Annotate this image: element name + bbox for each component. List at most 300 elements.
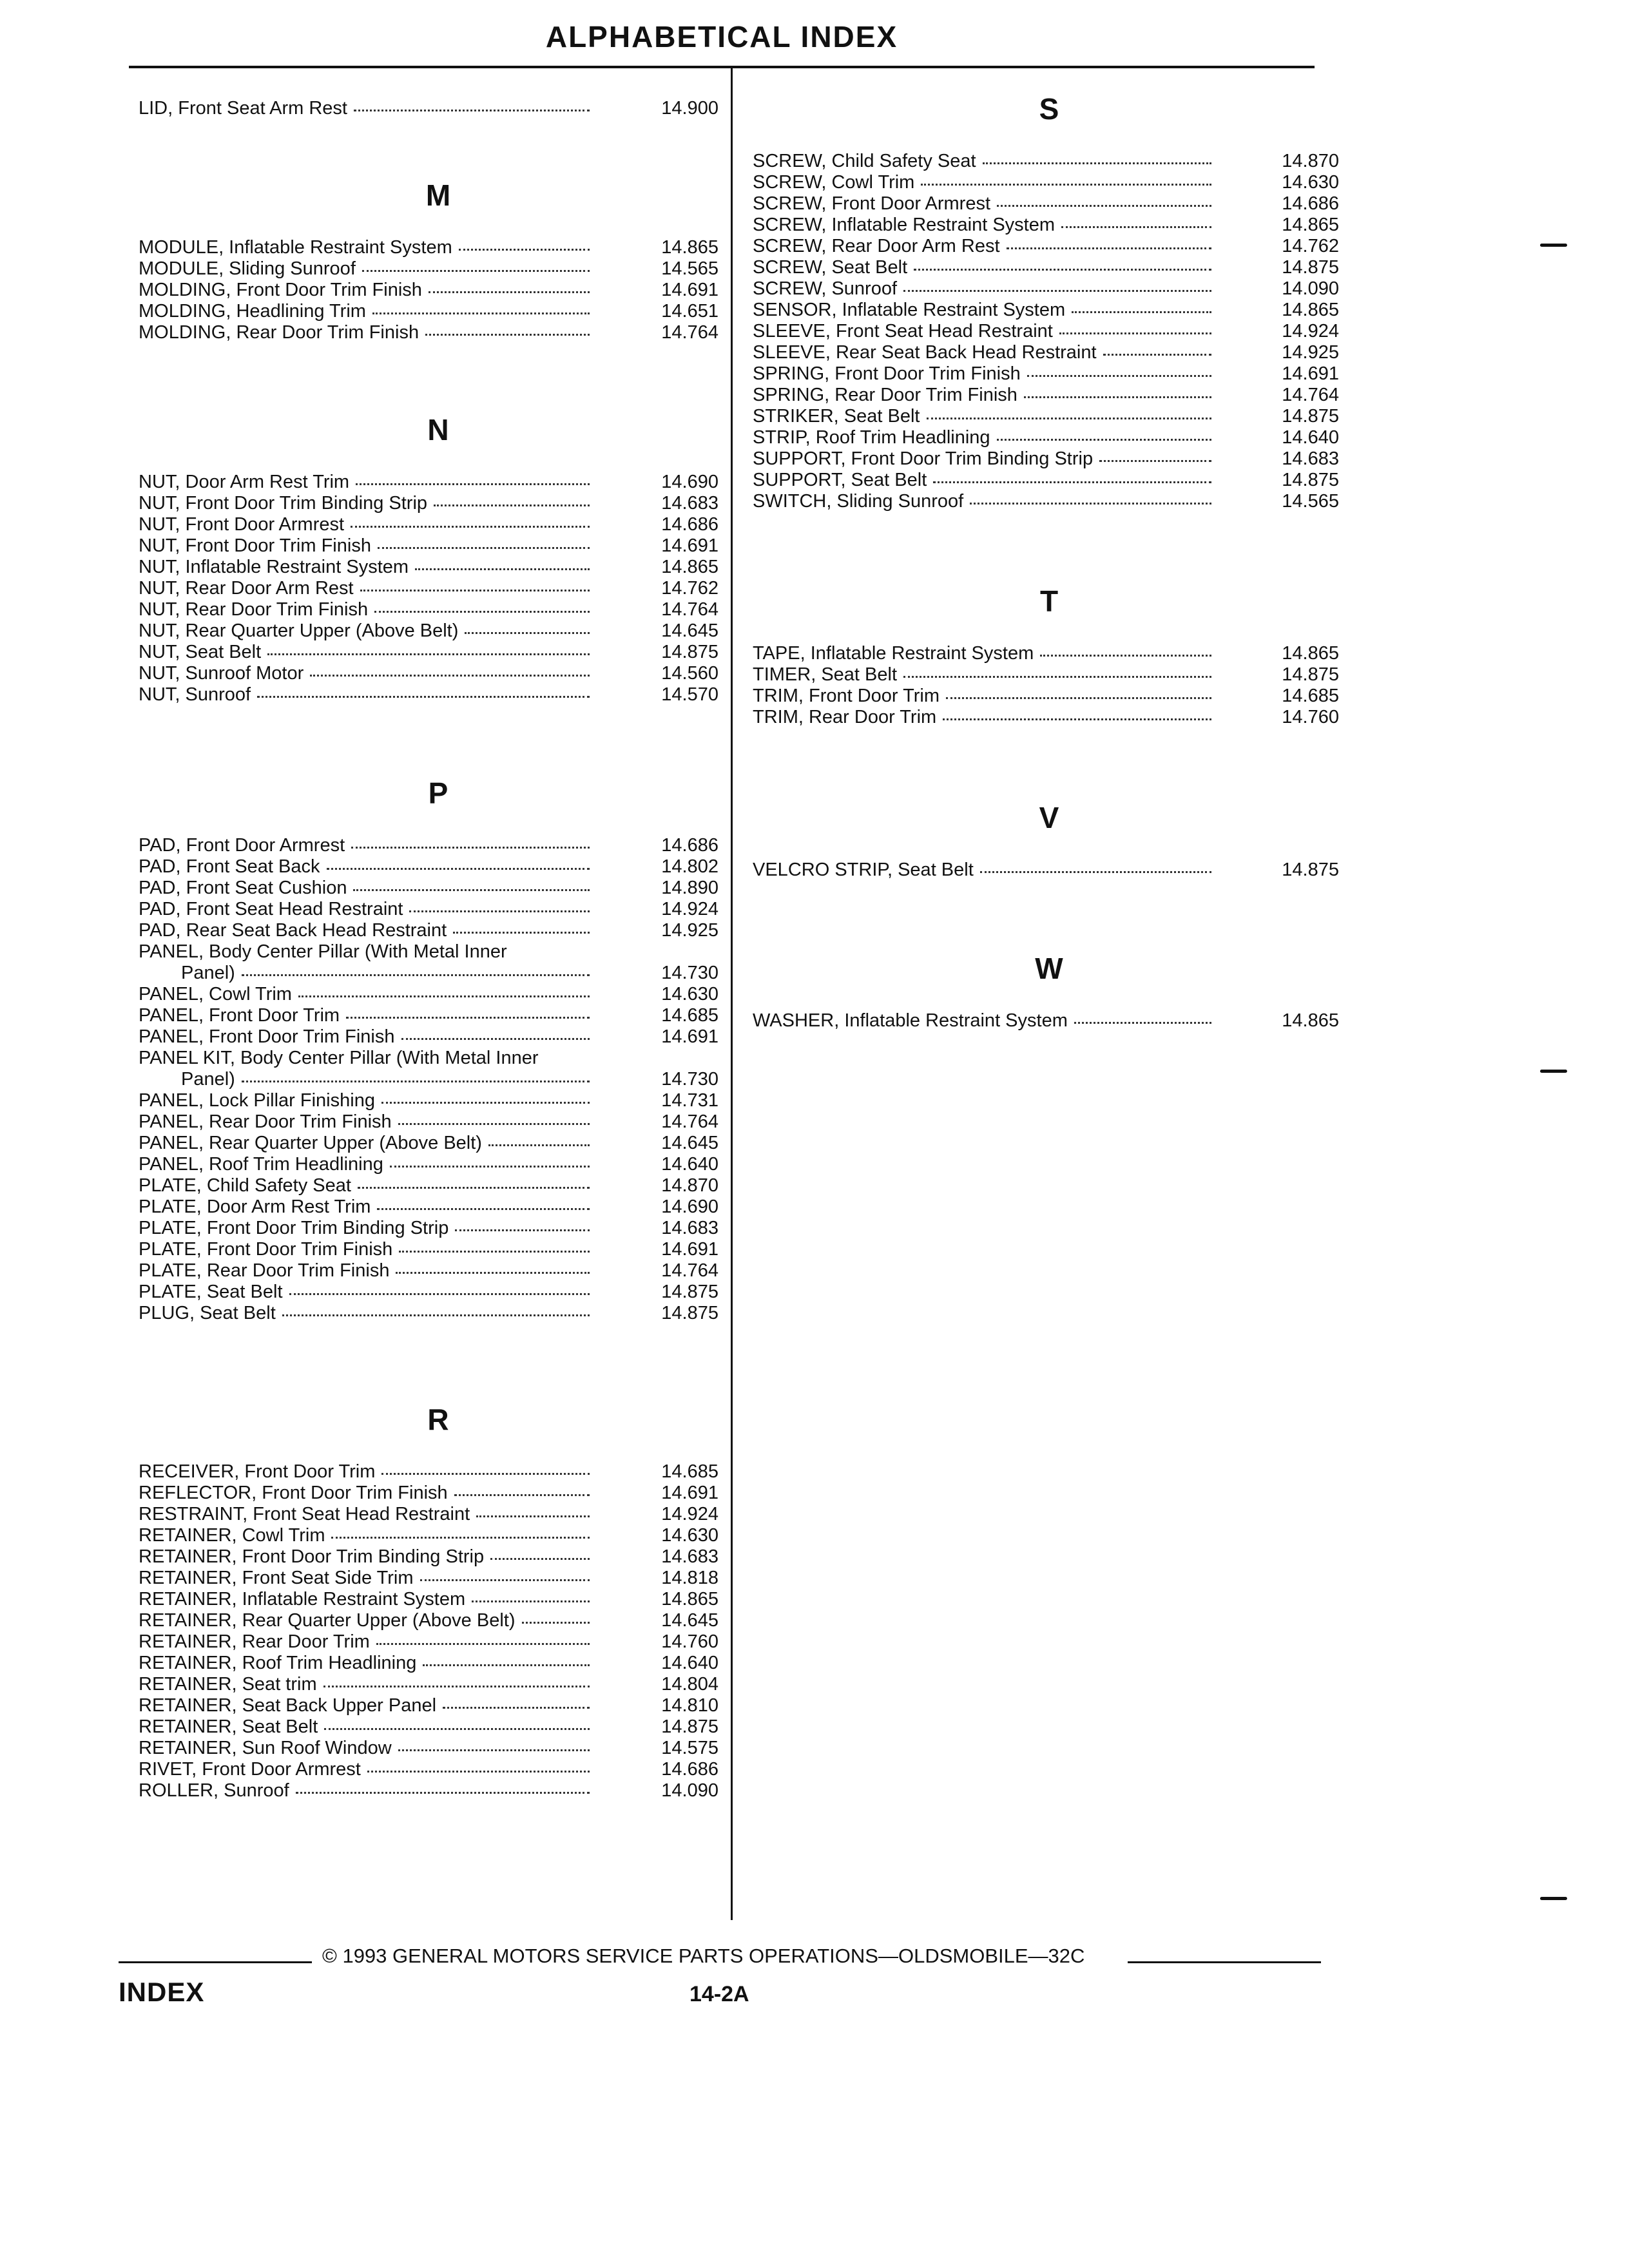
entry-page-ref: 14.691 [661, 1239, 718, 1260]
title-rule [129, 66, 1315, 68]
entry-label: NUT, Inflatable Restraint System [139, 557, 409, 577]
entry-page-ref: 14.686 [661, 1759, 718, 1780]
entry-label: RECEIVER, Front Door Trim [139, 1461, 376, 1482]
leader-dots [903, 676, 1211, 678]
leader-dots [351, 526, 590, 528]
leader-dots [356, 483, 590, 485]
entry-label: PANEL, Lock Pillar Finishing [139, 1090, 375, 1111]
entry-label: NUT, Front Door Trim Finish [139, 535, 371, 556]
entry-label: PLUG, Seat Belt [139, 1303, 276, 1323]
index-entry [139, 237, 718, 258]
entry-page-ref: 14.890 [661, 878, 718, 898]
index-entry [753, 363, 1339, 385]
index-entry [139, 1282, 718, 1303]
entry-page-ref: 14.565 [1282, 491, 1339, 512]
index-entry [139, 258, 718, 280]
entry-page-ref: 14.802 [661, 856, 718, 877]
index-entry [139, 1631, 718, 1653]
index-entry [753, 321, 1339, 342]
entry-page-ref: 14.900 [661, 98, 718, 119]
entry-label: PANEL, Rear Door Trim Finish [139, 1111, 392, 1132]
entry-label: NUT, Door Arm Rest Trim [139, 472, 350, 492]
entry-label: VELCRO STRIP, Seat Belt [753, 860, 974, 880]
entry-label: MODULE, Inflatable Restraint System [139, 237, 452, 258]
entry-label: SPRING, Front Door Trim Finish [753, 363, 1021, 384]
leader-dots [1103, 354, 1211, 356]
leader-dots [367, 1771, 590, 1773]
leader-dots [443, 1707, 590, 1709]
leader-dots [282, 1314, 590, 1316]
entry-label: PANEL, Front Door Trim [139, 1005, 340, 1026]
entry-page-ref: 14.865 [661, 237, 718, 258]
index-entry [753, 491, 1339, 512]
footer-copyright: © 1993 GENERAL MOTORS SERVICE PARTS OPERATIONS—OLDSMOBILE—32C [322, 1945, 1085, 1967]
leader-dots [522, 1622, 590, 1624]
index-entry [753, 470, 1339, 491]
entry-label: Panel) [181, 963, 235, 983]
entry-page-ref: 14.645 [661, 1610, 718, 1631]
index-entry [753, 448, 1339, 470]
entry-label: NUT, Rear Door Trim Finish [139, 599, 369, 620]
entry-label: NUT, Front Door Trim Binding Strip [139, 493, 428, 514]
entry-label: TAPE, Inflatable Restraint System [753, 643, 1034, 664]
section-letter: N [427, 413, 449, 447]
index-entry [139, 1674, 718, 1695]
entry-page-ref: 14.691 [1282, 363, 1339, 384]
index-entry [753, 236, 1339, 257]
index-entry [139, 1695, 718, 1716]
index-entry [139, 1546, 718, 1568]
index-entry [139, 941, 718, 963]
entry-page-ref: 14.640 [661, 1653, 718, 1673]
footer-section-label: INDEX [119, 1977, 205, 2007]
index-entry [753, 860, 1339, 881]
entry-label: SCREW, Front Door Armrest [753, 193, 991, 214]
index-entry [139, 301, 718, 322]
index-entry [139, 1026, 718, 1048]
entry-label: SPRING, Rear Door Trim Finish [753, 385, 1017, 405]
leader-dots [377, 1208, 590, 1210]
index-entry [139, 280, 718, 301]
entry-page-ref: 14.818 [661, 1568, 718, 1588]
index-entry [139, 493, 718, 514]
index-entry [753, 193, 1339, 215]
index-entry [139, 1303, 718, 1324]
section-letter: V [1039, 801, 1059, 834]
entry-page-ref: 14.560 [661, 663, 718, 684]
leader-dots [1040, 655, 1211, 657]
entry-label: NUT, Rear Quarter Upper (Above Belt) [139, 620, 459, 641]
entry-label: MOLDING, Rear Door Trim Finish [139, 322, 419, 343]
entry-page-ref: 14.690 [661, 472, 718, 492]
entry-page-ref: 14.683 [1282, 448, 1339, 469]
leader-dots [914, 269, 1211, 271]
entry-page-ref: 14.865 [1282, 643, 1339, 664]
leader-dots [465, 632, 590, 634]
entry-label: NUT, Sunroof [139, 684, 251, 705]
index-entry [753, 151, 1339, 172]
entry-page-ref: 14.760 [661, 1631, 718, 1652]
entry-page-ref: 14.810 [661, 1695, 718, 1716]
leader-dots [390, 1166, 590, 1168]
entry-page-ref: 14.570 [661, 684, 718, 705]
entry-label: RESTRAINT, Front Seat Head Restraint [139, 1504, 470, 1524]
leader-dots [358, 1187, 590, 1189]
leader-dots [324, 1728, 590, 1730]
entry-label: NUT, Seat Belt [139, 642, 262, 662]
leader-dots [298, 995, 590, 997]
leader-dots [267, 653, 590, 655]
index-entry [139, 1738, 718, 1759]
index-entry [753, 664, 1339, 686]
entry-page-ref: 14.865 [1282, 215, 1339, 235]
leader-dots [289, 1293, 590, 1295]
index-entry [139, 1154, 718, 1175]
index-entry [139, 514, 718, 535]
entry-label: RETAINER, Cowl Trim [139, 1525, 325, 1546]
index-entry [139, 835, 718, 856]
footer-rule-right [1128, 1961, 1321, 1963]
section-letter: T [1039, 584, 1059, 618]
entry-page-ref: 14.764 [661, 599, 718, 620]
leader-dots [351, 847, 590, 849]
entry-page-ref: 14.575 [661, 1738, 718, 1758]
index-entry [139, 878, 718, 899]
entry-page-ref: 14.565 [661, 258, 718, 279]
entry-page-ref: 14.691 [661, 280, 718, 300]
leader-dots [1099, 460, 1211, 462]
page-title: ALPHABETICAL INDEX [545, 20, 898, 53]
entry-page-ref: 14.686 [661, 514, 718, 535]
entry-label: SCREW, Rear Door Arm Rest [753, 236, 1000, 256]
index-entry [139, 1111, 718, 1133]
entry-label: RETAINER, Seat Belt [139, 1716, 318, 1737]
entry-label: MOLDING, Front Door Trim Finish [139, 280, 422, 300]
leader-dots [346, 1017, 590, 1019]
entry-page-ref: 14.865 [661, 557, 718, 577]
entry-page-ref: 14.925 [1282, 342, 1339, 363]
entry-page-ref: 14.640 [1282, 427, 1339, 448]
leader-dots [1027, 375, 1211, 377]
entry-page-ref: 14.630 [1282, 172, 1339, 193]
footer-rule-left [119, 1961, 312, 1963]
leader-dots [1059, 332, 1211, 334]
entry-page-ref: 14.924 [661, 1504, 718, 1524]
entry-label: MODULE, Sliding Sunroof [139, 258, 356, 279]
entry-label: RETAINER, Sun Roof Window [139, 1738, 392, 1758]
section-v [753, 795, 1339, 881]
entry-label: SCREW, Child Safety Seat [753, 151, 976, 171]
index-entry [139, 472, 718, 493]
entry-page-ref: 14.875 [661, 1716, 718, 1737]
leader-dots [997, 439, 1211, 441]
entry-label: PANEL, Roof Trim Headlining [139, 1154, 383, 1175]
index-entry [753, 172, 1339, 193]
entry-label: PAD, Front Seat Head Restraint [139, 899, 403, 919]
entry-page-ref: 14.630 [661, 1525, 718, 1546]
leader-dots [378, 547, 590, 549]
entry-label: PANEL KIT, Body Center Pillar (With Metal Inner [139, 1048, 539, 1068]
section-n [139, 407, 718, 706]
entry-label: SUPPORT, Front Door Trim Binding Strip [753, 448, 1094, 469]
entry-page-ref: 14.875 [1282, 257, 1339, 278]
top-entries [139, 98, 718, 119]
index-entry [139, 1175, 718, 1196]
entry-page-ref: 14.804 [661, 1674, 718, 1695]
index-entry [139, 1780, 718, 1802]
entry-label: RETAINER, Seat trim [139, 1674, 317, 1695]
entry-label: NUT, Front Door Armrest [139, 514, 345, 535]
entry-label: RETAINER, Inflatable Restraint System [139, 1589, 466, 1610]
index-entry [753, 707, 1339, 728]
leader-dots [970, 503, 1211, 505]
entry-page-ref: 14.730 [661, 963, 718, 983]
index-entry [139, 1504, 718, 1525]
index-entry [139, 1005, 718, 1026]
entry-label: RETAINER, Rear Door Trim [139, 1631, 370, 1652]
entry-label: RIVET, Front Door Armrest [139, 1759, 361, 1780]
entry-page-ref: 14.762 [661, 578, 718, 599]
leader-dots [296, 1792, 590, 1794]
entry-label: PAD, Rear Seat Back Head Restraint [139, 920, 447, 941]
index-entry [139, 599, 718, 620]
leader-dots [434, 505, 590, 506]
index-entry [139, 1610, 718, 1631]
index-entry [753, 257, 1339, 278]
entry-label: PANEL, Cowl Trim [139, 984, 292, 1004]
entry-page-ref: 14.691 [661, 1483, 718, 1503]
index-entry [139, 984, 718, 1005]
section-m [139, 173, 718, 343]
leader-dots [454, 1494, 590, 1496]
entry-page-ref: 14.764 [1282, 385, 1339, 405]
index-entry [139, 1048, 718, 1069]
section-w [753, 946, 1339, 1032]
entry-page-ref: 14.925 [661, 920, 718, 941]
section-letter: W [1035, 952, 1063, 985]
leader-dots [933, 481, 1211, 483]
entry-page-ref: 14.875 [661, 642, 718, 662]
entry-page-ref: 14.686 [661, 835, 718, 856]
leader-dots [396, 1272, 590, 1274]
footer-page-number: 14-2A [689, 1982, 749, 2006]
leader-dots [921, 184, 1211, 186]
entry-label: LID, Front Seat Arm Rest [139, 98, 347, 119]
entry-page-ref: 14.630 [661, 984, 718, 1004]
leader-dots [488, 1144, 590, 1146]
entry-label: SCREW, Seat Belt [753, 257, 908, 278]
entry-page-ref: 14.865 [1282, 1010, 1339, 1031]
entry-label: SWITCH, Sliding Sunroof [753, 491, 964, 512]
entry-label: RETAINER, Front Seat Side Trim [139, 1568, 414, 1588]
entry-page-ref: 14.090 [661, 1780, 718, 1801]
leader-dots [1024, 396, 1211, 398]
index-entry [139, 1069, 718, 1090]
entry-page-ref: 14.865 [661, 1589, 718, 1610]
entry-label: PAD, Front Seat Back [139, 856, 320, 877]
section-letter: R [427, 1403, 449, 1436]
entry-label: PLATE, Seat Belt [139, 1282, 283, 1302]
leader-dots [1072, 311, 1211, 313]
entry-label: ROLLER, Sunroof [139, 1780, 289, 1801]
index-entry [139, 920, 718, 941]
leader-dots [401, 1038, 590, 1040]
index-entry [139, 663, 718, 684]
index-entry [753, 300, 1339, 321]
leader-dots [353, 889, 590, 891]
section-r [139, 1397, 718, 1802]
leader-dots [372, 312, 590, 314]
leader-dots [327, 868, 590, 870]
entry-label: PLATE, Front Door Trim Binding Strip [139, 1218, 449, 1238]
leader-dots [1007, 247, 1211, 249]
leader-dots [459, 249, 590, 251]
leader-dots [1061, 226, 1211, 228]
entry-label: PLATE, Front Door Trim Finish [139, 1239, 393, 1260]
entry-label: STRIKER, Seat Belt [753, 406, 920, 427]
entry-label: RETAINER, Rear Quarter Upper (Above Belt) [139, 1610, 516, 1631]
margin-mark [1540, 1070, 1567, 1073]
section-letter: S [1039, 92, 1059, 126]
index-entry [753, 278, 1339, 300]
entry-page-ref: 14.924 [1282, 321, 1339, 341]
entry-label: SLEEVE, Rear Seat Back Head Restraint [753, 342, 1097, 363]
index-entry [139, 1589, 718, 1610]
entry-label: PLATE, Door Arm Rest Trim [139, 1196, 371, 1217]
index-entry [753, 427, 1339, 448]
leader-dots [242, 974, 590, 976]
index-entry [139, 1260, 718, 1282]
leader-dots [423, 1664, 590, 1666]
leader-dots [997, 205, 1211, 207]
entry-page-ref: 14.730 [661, 1069, 718, 1090]
entry-label: MOLDING, Headlining Trim [139, 301, 366, 322]
index-entry [139, 1568, 718, 1589]
entry-page-ref: 14.731 [661, 1090, 718, 1111]
leader-dots [927, 418, 1211, 419]
leader-dots [903, 290, 1211, 292]
entry-page-ref: 14.685 [1282, 686, 1339, 706]
section-s [753, 86, 1339, 512]
leader-dots [360, 590, 590, 591]
index-entry [139, 1653, 718, 1674]
section-letter: M [425, 178, 451, 212]
entry-label: NUT, Rear Door Arm Rest [139, 578, 354, 599]
entry-label: RETAINER, Roof Trim Headlining [139, 1653, 417, 1673]
leader-dots [257, 696, 590, 698]
entry-label: PAD, Front Door Armrest [139, 835, 345, 856]
index-entry [753, 406, 1339, 427]
leader-dots [242, 1081, 590, 1082]
leader-dots [980, 871, 1211, 873]
index-entry [139, 642, 718, 663]
entry-label: RETAINER, Front Door Trim Binding Strip [139, 1546, 485, 1567]
entry-page-ref: 14.691 [661, 535, 718, 556]
leader-dots [399, 1251, 590, 1253]
leader-dots [354, 110, 590, 111]
entry-page-ref: 14.865 [1282, 300, 1339, 320]
entry-page-ref: 14.875 [1282, 664, 1339, 685]
leader-dots [420, 1579, 590, 1581]
index-entry [753, 1010, 1339, 1032]
leader-dots [362, 270, 590, 272]
entry-label: PANEL, Rear Quarter Upper (Above Belt) [139, 1133, 482, 1153]
entry-label: TRIM, Rear Door Trim [753, 707, 937, 727]
entry-label: SCREW, Sunroof [753, 278, 898, 299]
entry-label: TRIM, Front Door Trim [753, 686, 940, 706]
entry-page-ref: 14.683 [661, 1546, 718, 1567]
section-t [753, 579, 1339, 728]
entry-label: TIMER, Seat Belt [753, 664, 898, 685]
entry-label: PLATE, Child Safety Seat [139, 1175, 351, 1196]
entry-page-ref: 14.764 [661, 1260, 718, 1281]
index-entry [139, 1090, 718, 1111]
entry-label: SCREW, Cowl Trim [753, 172, 915, 193]
entry-page-ref: 14.683 [661, 493, 718, 514]
index-entry [139, 1759, 718, 1780]
index-entry [139, 322, 718, 343]
entry-page-ref: 14.875 [1282, 860, 1339, 880]
entry-page-ref: 14.683 [661, 1218, 718, 1238]
entry-page-ref: 14.685 [661, 1461, 718, 1482]
index-entry [139, 963, 718, 984]
leader-dots [946, 697, 1211, 699]
entry-page-ref: 14.762 [1282, 236, 1339, 256]
entry-page-ref: 14.651 [661, 301, 718, 322]
section-p [139, 771, 718, 1324]
leader-dots [310, 675, 590, 677]
entry-page-ref: 14.870 [1282, 151, 1339, 171]
entry-page-ref: 14.690 [661, 1196, 718, 1217]
entry-page-ref: 14.875 [661, 1303, 718, 1323]
index-entry [139, 1716, 718, 1738]
margin-mark [1540, 1897, 1567, 1900]
index-entry [139, 1525, 718, 1546]
entry-page-ref: 14.875 [1282, 406, 1339, 427]
section-letter: P [428, 776, 448, 810]
entry-page-ref: 14.875 [1282, 470, 1339, 490]
entry-page-ref: 14.870 [661, 1175, 718, 1196]
index-entry [139, 1239, 718, 1260]
index-entry [139, 1218, 718, 1239]
leader-dots [398, 1123, 590, 1125]
entry-page-ref: 14.645 [661, 620, 718, 641]
entry-page-ref: 14.640 [661, 1154, 718, 1175]
entry-label: STRIP, Roof Trim Headlining [753, 427, 990, 448]
entry-label: SCREW, Inflatable Restraint System [753, 215, 1055, 235]
leader-dots [381, 1102, 590, 1104]
leader-dots [453, 932, 590, 934]
entry-label: WASHER, Inflatable Restraint System [753, 1010, 1068, 1031]
entry-page-ref: 14.875 [661, 1282, 718, 1302]
entry-label: SUPPORT, Seat Belt [753, 470, 927, 490]
entry-page-ref: 14.691 [661, 1026, 718, 1047]
entry-label: Panel) [181, 1069, 235, 1090]
entry-page-ref: 14.764 [661, 1111, 718, 1132]
entry-label: PAD, Front Seat Cushion [139, 878, 347, 898]
index-entry [139, 557, 718, 578]
leader-dots [425, 334, 590, 336]
leader-dots [1074, 1022, 1211, 1024]
entry-label: REFLECTOR, Front Door Trim Finish [139, 1483, 448, 1503]
index-entry [139, 98, 718, 119]
leader-dots [476, 1515, 590, 1517]
leader-dots [415, 568, 590, 570]
index-entry [139, 1461, 718, 1483]
entry-page-ref: 14.685 [661, 1005, 718, 1026]
leader-dots [323, 1686, 590, 1687]
column-divider [731, 67, 733, 1920]
